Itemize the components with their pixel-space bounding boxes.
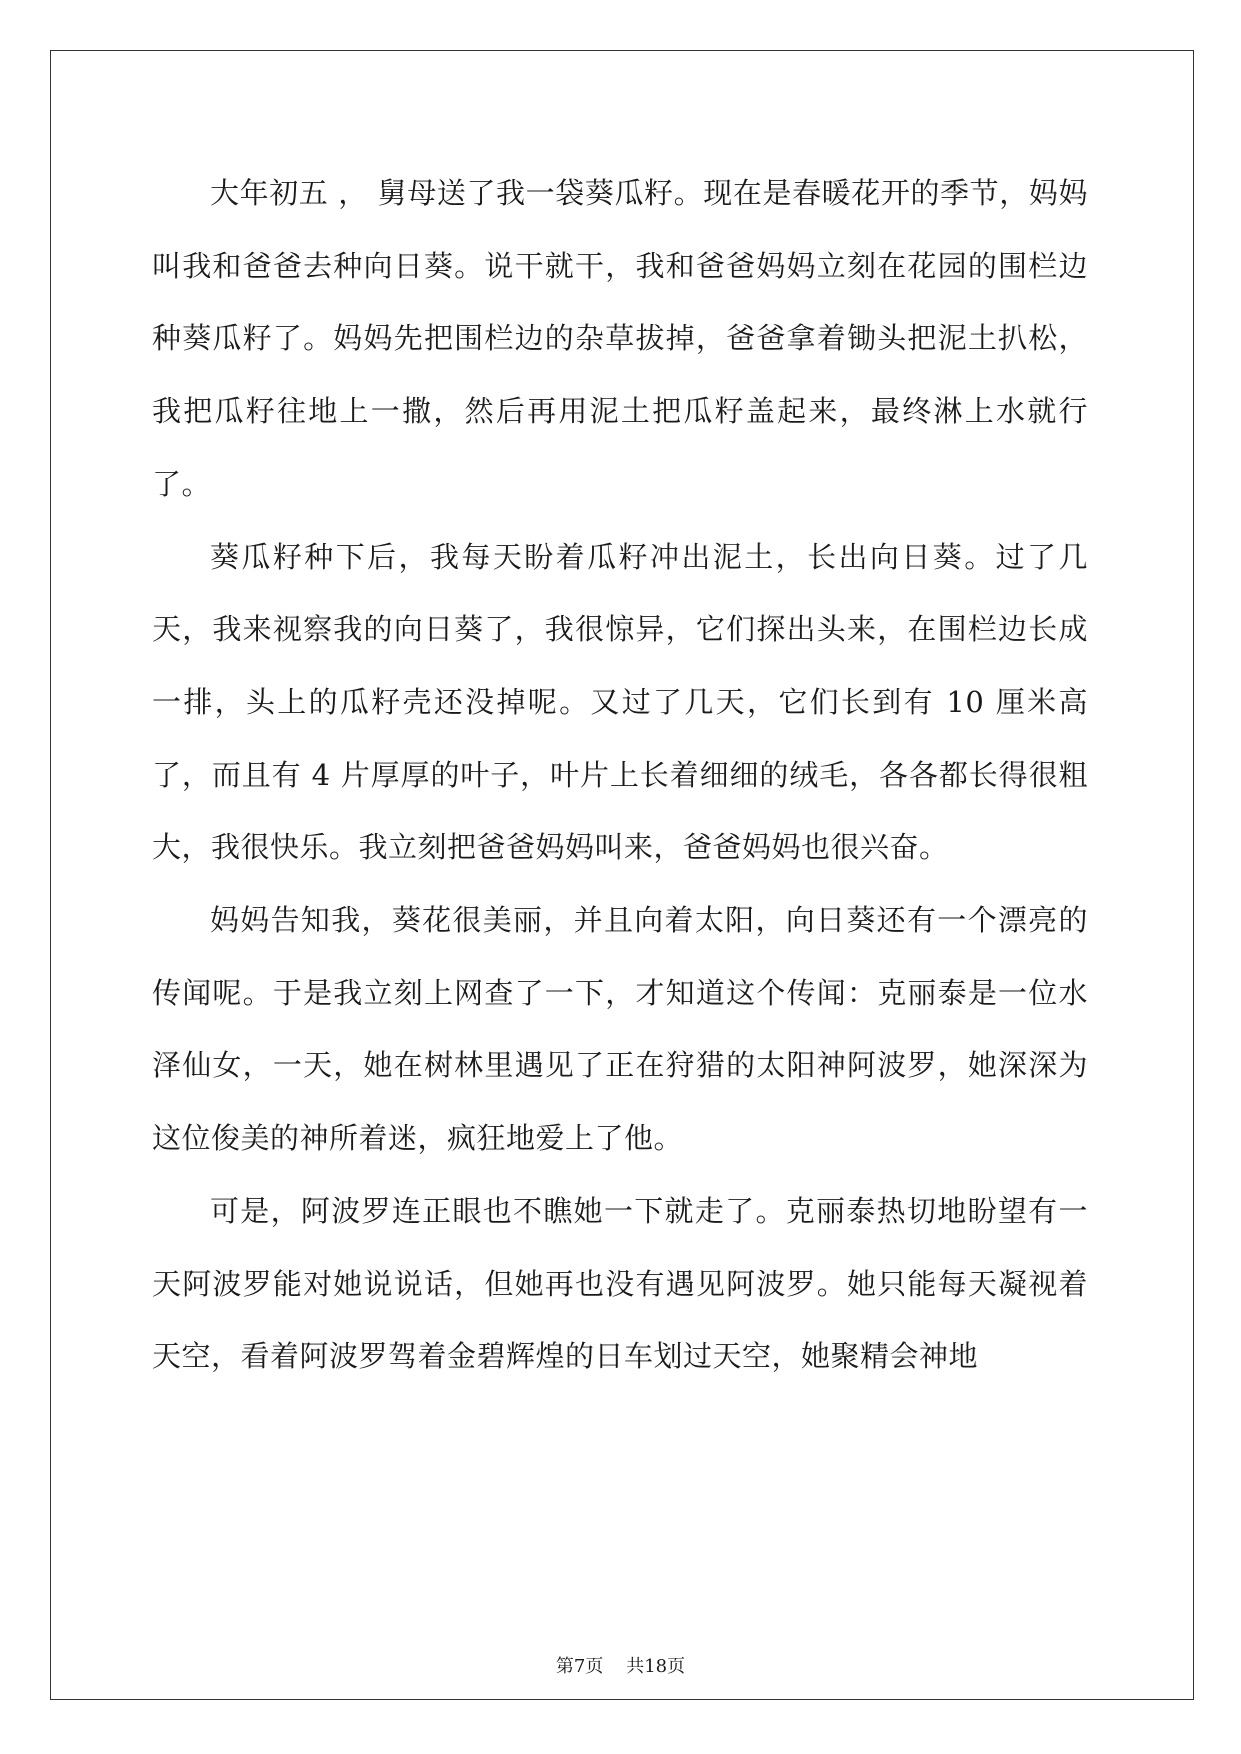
page-total: 共18页 [626, 1656, 686, 1677]
paragraph-1: 大年初五 ， 舅母送了我一袋葵瓜籽。现在是春暖花开的季节，妈妈叫我和爸爸去种向日葵。说干就干，我和爸爸妈妈立刻在花园的围栏边种葵瓜籽了。妈妈先把围栏边的杂草拔掉，爸爸拿着锄头把泥土扒松，我把瓜籽往地上一撒，然后再用泥土把瓜籽盖起来，最终淋上水就行了。 [152, 176, 1088, 501]
paragraph-2: 葵瓜籽种下后，我每天盼着瓜籽冲出泥土，长出向日葵。过了几天，我来视察我的向日葵了，我很惊异，它们探出头来，在围栏边长成一排，头上的瓜籽壳还没掉呢。又过了几天，它们长到有 10 厘米高了，而且有 4 片厚厚的叶子，叶片上长着细细的绒毛，各各都长得很粗大，我很快乐。我立刻把爸爸妈妈叫来，爸爸妈妈也很兴奋。 [152, 539, 1088, 865]
paragraph-3: 妈妈告知我，葵花很美丽，并且向着太阳，向日葵还有一个漂亮的传闻呢。于是我立刻上网查了一下，才知道这个传闻：克丽泰是一位水泽仙女，一天，她在树林里遇见了正在狩猎的太阳神阿波罗，她深深为这位俊美的神所着迷，疯狂地爱上了他。 [152, 903, 1088, 1156]
document-body [152, 157, 1088, 1393]
page-number: 第7页 [555, 1656, 604, 1677]
page-footer [0, 1652, 1241, 1678]
paragraph-4: 可是，阿波罗连正眼也不瞧她一下就走了。克丽泰热切地盼望有一天阿波罗能对她说说话，但她再也没有遇见阿波罗。她只能每天凝视着天空，看着阿波罗驾着金碧辉煌的日车划过天空，她聚精会神地 [152, 1193, 1088, 1374]
